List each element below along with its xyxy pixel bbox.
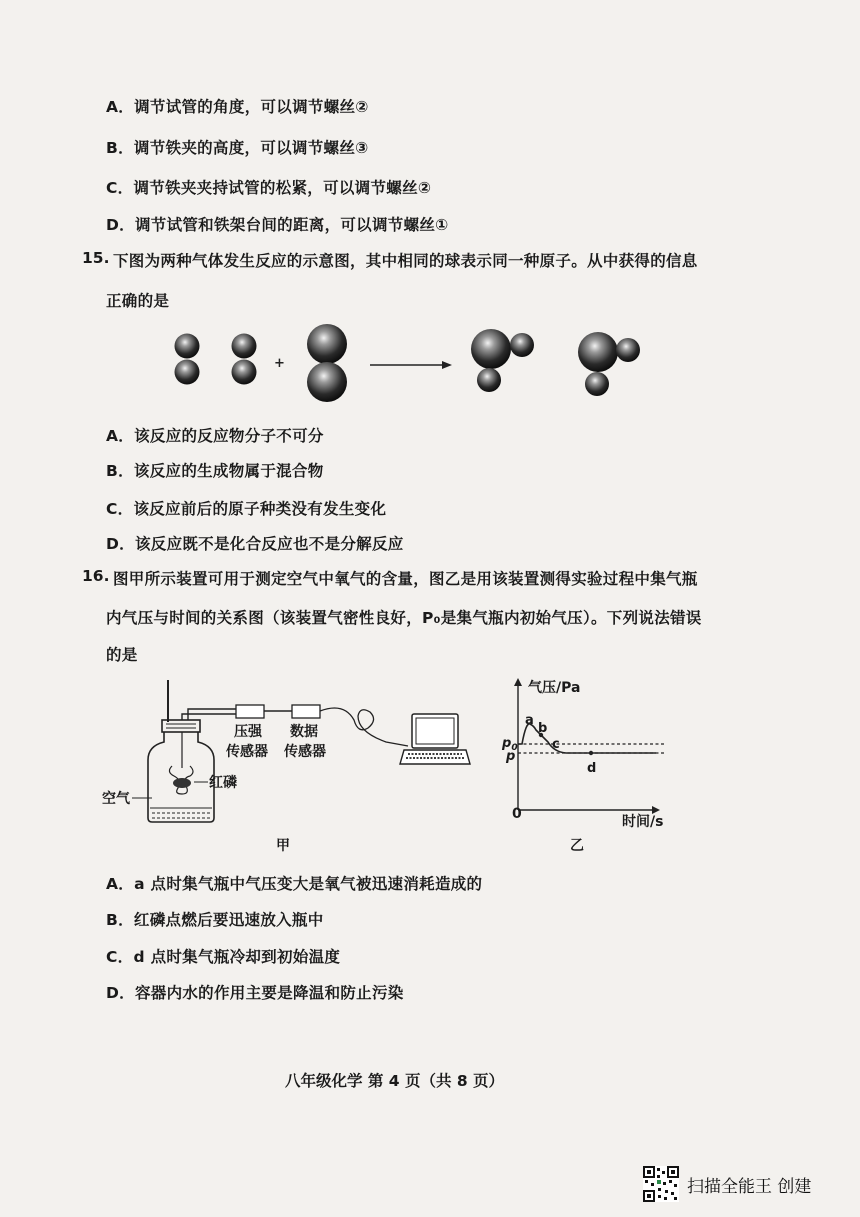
figure-caption-yi: 乙 (570, 838, 584, 854)
figure-caption-jia: 甲 (276, 838, 290, 854)
pressure-sensor-label-2: 传感器 (226, 744, 268, 760)
page-footer: 八年级化学 第 4 页（共 8 页） (285, 1072, 505, 1090)
data-sensor-label-1: 数据 (290, 724, 318, 740)
camscanner-label: 扫描全能王 创建 (687, 1176, 812, 1197)
q14-option-c: C．调节铁夹夹持试管的松紧，可以调节螺丝② (106, 179, 432, 197)
product-molecule-1 (471, 329, 534, 392)
q15-stem-line1: 下图为两种气体发生反应的示意图，其中相同的球表示同一种原子。从中获得的信息 (113, 252, 698, 270)
reaction-diagram (160, 315, 660, 405)
q15-option-b: B．该反应的生成物属于混合物 (106, 462, 324, 480)
red-phosphorus-label: 红磷 (209, 775, 237, 791)
p0-label: $p_0$ (502, 736, 518, 753)
point-b-label: b (538, 721, 548, 736)
reaction-arrow (370, 361, 452, 369)
x-axis-label: 时间/s (622, 814, 664, 830)
product-molecule-2 (578, 332, 640, 396)
q15-option-d: D．该反应既不是化合反应也不是分解反应 (106, 535, 404, 553)
air-label: 空气 (102, 791, 130, 807)
origin-label: 0 (512, 806, 522, 822)
q16-number: 16. (82, 567, 110, 585)
q16-option-c: C．d 点时集气瓶冷却到初始温度 (106, 948, 341, 966)
q15-number: 15. (82, 249, 110, 267)
q14-option-b: B．调节铁夹的高度，可以调节螺丝③ (106, 139, 369, 157)
data-sensor-label-2: 传感器 (284, 744, 326, 760)
gas-bottle (148, 720, 214, 822)
point-a-label: a (525, 713, 534, 728)
laptop-icon (400, 714, 470, 764)
q16-stem-line3: 的是 (106, 646, 138, 664)
q14-option-d: D．调节试管和铁架台间的距离，可以调节螺丝① (106, 216, 449, 234)
q16-option-d: D．容器内水的作用主要是降温和防止污染 (106, 984, 404, 1002)
point-c-label: c (552, 737, 560, 752)
plus-sign: + (274, 356, 285, 371)
q16-stem-line1: 图甲所示装置可用于测定空气中氧气的含量，图乙是用该装置测得实验过程中集气瓶 (113, 570, 698, 588)
reactant-molecule-1 (175, 334, 200, 385)
q15-stem-line2: 正确的是 (106, 292, 170, 310)
pressure-time-graph (496, 672, 676, 862)
reactant-molecule-large (307, 324, 347, 402)
q16-option-b: B．红磷点燃后要迅速放入瓶中 (106, 911, 324, 929)
pressure-sensor-label-1: 压强 (234, 724, 262, 740)
qr-code-icon (643, 1166, 679, 1202)
camscanner-watermark (643, 1166, 811, 1202)
q16-stem-line2: 内气压与时间的关系图（该装置气密性良好，P₀是集气瓶内初始气压）。下列说法错误 (106, 609, 702, 627)
pressure-sensor (236, 705, 264, 718)
data-sensor (292, 705, 320, 718)
q16-option-a: A．a 点时集气瓶中气压变大是氧气被迅速消耗造成的 (106, 875, 483, 893)
apparatus-diagram (96, 672, 476, 862)
q14-option-a: A．调节试管的角度，可以调节螺丝② (106, 98, 369, 116)
p-label: p (506, 749, 516, 764)
q15-option-c: C．该反应前后的原子种类没有发生变化 (106, 500, 387, 518)
reactant-molecule-2 (232, 334, 257, 385)
q15-option-a: A．该反应的反应物分子不可分 (106, 427, 324, 445)
y-axis-label: 气压/Pa (528, 680, 581, 696)
point-d-label: d (587, 761, 597, 776)
